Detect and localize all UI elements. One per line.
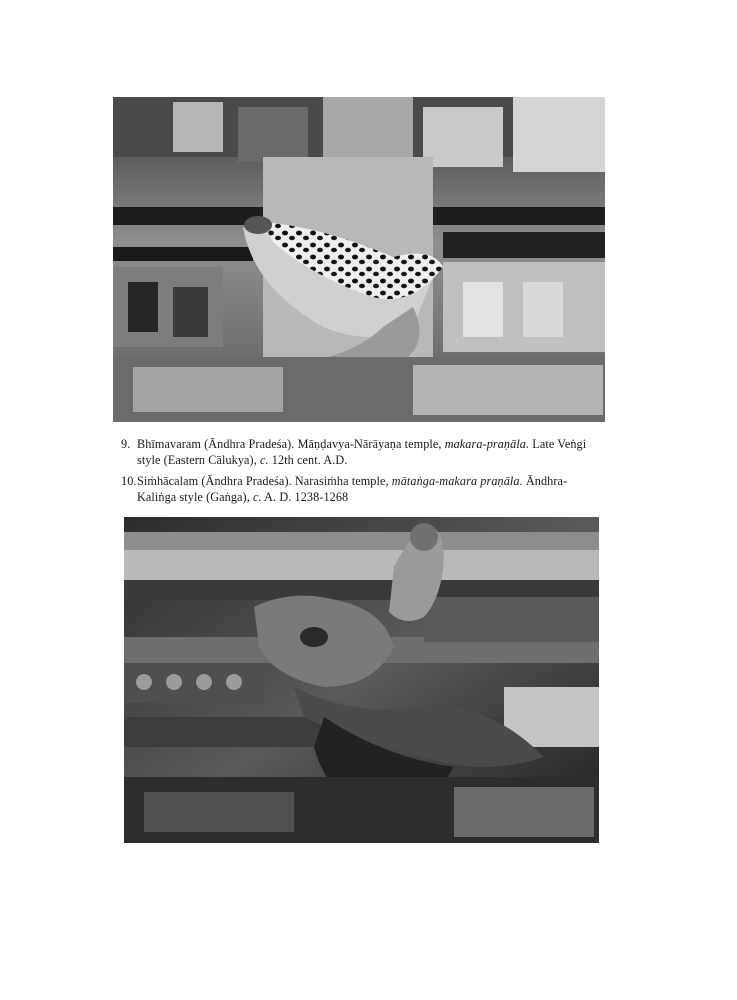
caption-number: 9. — [121, 437, 131, 451]
plate-9-image — [113, 97, 605, 422]
caption-text: A. D. 1238-1268 — [261, 490, 349, 504]
caption-italic-term: makara-praṇāla. — [444, 437, 530, 451]
photo-plate-10 — [124, 517, 599, 843]
caption-text: Late Veṅgi — [529, 437, 587, 451]
caption-italic-term: c. — [259, 453, 269, 467]
caption-italic-term: mātaṅga-makara praṇāla. — [391, 474, 523, 488]
caption-text: Siṁhācalam (Āndhra Pradeśa). Narasiṁha temple, — [137, 474, 392, 488]
caption-text: 12th cent. A.D. — [268, 453, 348, 467]
caption-number: 10. — [121, 474, 137, 488]
caption-text: Bhīmavaram (Āndhra Pradeśa). Māṇḍavya-Nārāyaṇa temple, — [137, 437, 445, 451]
caption-plate-9 — [121, 436, 601, 468]
photo-plate-9 — [113, 97, 605, 422]
caption-plate-10 — [121, 473, 601, 505]
caption-italic-term: c. — [253, 490, 262, 504]
caption-text: Āndhra- — [522, 474, 568, 488]
caption-text: Kaliṅga style (Gaṅga), — [137, 490, 254, 504]
plate-10-image — [124, 517, 599, 843]
caption-text: style (Eastern Cālukya), — [137, 453, 260, 467]
